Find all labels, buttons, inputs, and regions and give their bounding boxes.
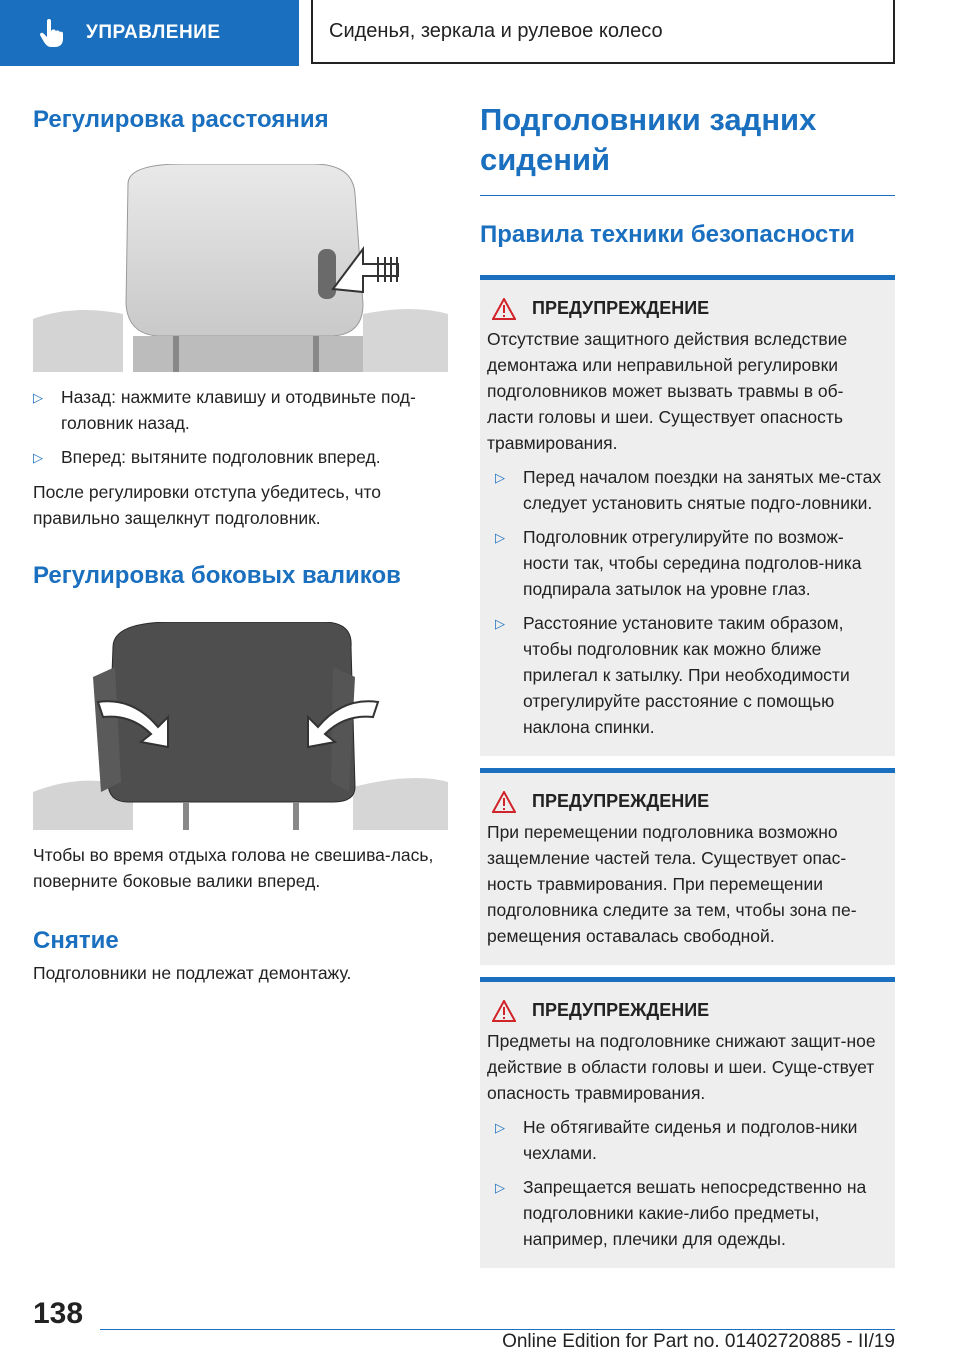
warning-box xyxy=(480,977,895,1268)
warning-text: Предметы на подголовнике снижают защит-ное действие в области головы и шеи. Суще-ствует опасность травмирования. xyxy=(487,1030,876,1103)
warning-bullet: ▷ Перед началом поездки на занятых ме-стах следует установить снятые подго-ловники. xyxy=(495,464,885,516)
warning-header: ПРЕДУПРЕЖДЕНИЕ xyxy=(487,1000,885,1022)
footer-divider xyxy=(100,1329,895,1330)
distance-note: После регулировки отступа убедитесь, что правильно защелкнут подголовник. xyxy=(33,482,381,528)
wings-heading: Регулировка боковых валиков xyxy=(33,562,401,589)
triangle-bullet-icon: ▷ xyxy=(33,450,43,465)
warning-bullet: ▷ Запрещается вешать непосредственно на подголовники какие-либо предметы, например, плечики для одежды. xyxy=(495,1174,885,1252)
distance-heading: Регулировка расстояния xyxy=(33,106,329,133)
edition-text: Online Edition for Part no. 01402720885 - II/19 xyxy=(502,1331,895,1352)
wings-note: Чтобы во время отдыха голова не свешива-лась, поверните боковые валики вперед. xyxy=(33,845,434,891)
right-column xyxy=(480,100,895,1268)
triangle-bullet-icon: ▷ xyxy=(495,1119,505,1135)
triangle-bullet-icon: ▷ xyxy=(33,390,43,405)
warning-box xyxy=(480,768,895,965)
page-title: Подголовники задних сидений xyxy=(480,102,817,178)
warning-triangle-icon xyxy=(492,298,516,320)
removal-heading: Снятие xyxy=(33,927,119,954)
distance-bullet: ▷ Назад: нажмите клавишу и отодвиньте под-головник назад. xyxy=(33,384,448,436)
warning-triangle-icon xyxy=(492,791,516,813)
removal-note: Подголовники не подлежат демонтажу. xyxy=(33,963,352,983)
distance-bullet: ▷ Вперед: вытяните подголовник вперед. xyxy=(33,444,448,471)
chapter-tab xyxy=(0,0,299,66)
triangle-bullet-icon: ▷ xyxy=(495,469,505,485)
headrest-wings-photo xyxy=(33,622,448,830)
headrest-distance-photo xyxy=(33,164,448,372)
warning-box xyxy=(480,275,895,756)
triangle-bullet-icon: ▷ xyxy=(495,615,505,631)
triangle-bullet-icon: ▷ xyxy=(495,529,505,545)
left-column xyxy=(33,100,448,986)
safety-heading: Правила техники безопасности xyxy=(480,220,855,248)
warning-triangle-icon xyxy=(492,1000,516,1022)
warning-header: ПРЕДУПРЕЖДЕНИЕ xyxy=(487,298,885,320)
warning-bullet: ▷ Подголовник отрегулируйте по возмож-ности так, чтобы середина подголов-ника подпирала затылок на уровне глаз. xyxy=(495,524,885,602)
chapter-label: УПРАВЛЕНИЕ xyxy=(86,22,221,43)
warning-bullet: ▷ Не обтягивайте сиденья и подголов-ники чехлами. xyxy=(495,1114,885,1166)
warning-text: Отсутствие защитного действия вследствие демонтажа или неправильной регулировки подголовников может вызвать травмы в об-ласти головы и шеи. Существует опасность травмирования. xyxy=(487,328,848,453)
warning-header: ПРЕДУПРЕЖДЕНИЕ xyxy=(487,791,885,813)
section-title: Сиденья, зеркала и рулевое колесо xyxy=(311,0,895,64)
title-divider xyxy=(480,195,895,196)
warning-text: При перемещении подголовника возможно защемление частей тела. Существует опас-ность травмирования. При перемещении подголовника следите за тем, чтобы зона пе-ремещения оставалась свободной. xyxy=(487,821,857,946)
triangle-bullet-icon: ▷ xyxy=(495,1179,505,1195)
warning-bullet: ▷ Расстояние установите таким образом, чтобы подголовник как можно ближе прилегал к затылку. При необходимости отрегулируйте расстояние с помощью наклона спинки. xyxy=(495,610,885,740)
page-number: 138 xyxy=(33,1297,84,1330)
hand-pointer-icon xyxy=(38,19,64,47)
